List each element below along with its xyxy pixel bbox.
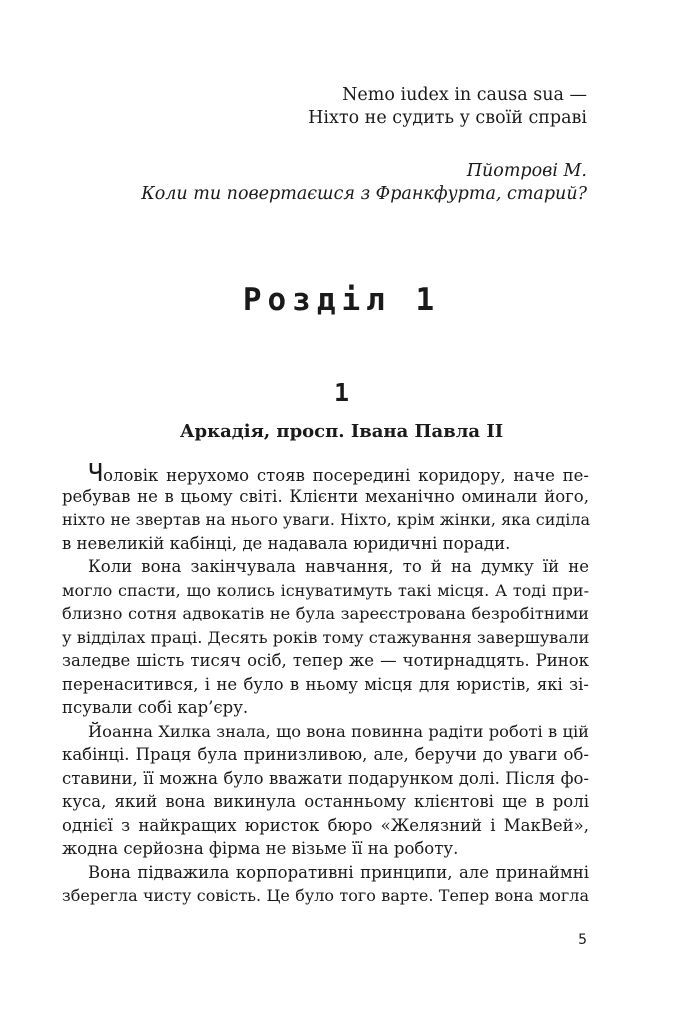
body-text [62,458,591,908]
epigraph [308,84,587,130]
text-line: Чоловік нерухомо стояв посередині коридору, наче пе- [88,458,589,487]
text-line: однієї з найкращих юристок бюро «Желязний і МакВей», [62,815,589,835]
section-number: 1 [333,378,350,407]
text-line: перенаситився, і не було в ньому місця для юристів, які зі- [62,674,589,694]
text-line: заледве шість тисяч осіб, тепер же — чотирнадцять. Ринок [62,651,589,670]
text-line: Вона підважила корпоративні принципи, але принаймні [88,862,589,882]
text-line: могло спасти, що колись існуватимуть такі місця. А тоді при- [62,580,589,600]
text-line: в невеликій кабінці, де надавала юридичні поради. [62,533,511,553]
epigraph-translation: Ніхто не судить у своїй справі [308,108,587,128]
text-line: Коли вона закінчувала навчання, то й на думку їй не [88,557,589,576]
page-number: 5 [578,932,587,948]
text-line: зберегла чисту совість. Це було того варте. Тепер вона могла [62,886,589,905]
epigraph-latin: Nemo iudex in causa sua — [342,85,587,105]
text-line: ребував не в цьому світі. Клієнти механічно оминали його, [62,486,589,506]
text-line: куса, який вона викинула останньому клієнтові ще в ролі [62,792,589,811]
dedication [141,160,587,206]
text-line: у відділах праці. Десять років тому стажування завершували [62,627,590,647]
drop-cap: Ч [88,458,104,487]
text-line: псували собі кар’єру. [62,698,249,717]
dedication-name: Пйотрові М. [466,161,587,181]
text-line: жодна серйозна фірма не візьме її на роботу. [62,839,459,858]
text-line: Йоанна Хилка знала, що вона повинна радіти роботі в цій [88,721,589,741]
text-line: близно сотня адвокатів не була зареєстрована безробітними [62,604,589,623]
chapter-title: Розділ 1 [242,282,441,318]
dedication-text: Коли ти повертаєшся з Франкфурта, старий? [141,184,587,204]
text-line: ставини, її можна було вважати подарунком долі. Після фо- [62,768,589,788]
section-title: Аркадія, просп. Івана Павла ІІ [179,421,504,442]
text-line: кабінці. Праця була принизливою, але, беручи до уваги об- [62,745,589,764]
text-line: ніхто не звертав на нього уваги. Ніхто, крім жінки, яка сиділа [62,510,591,529]
